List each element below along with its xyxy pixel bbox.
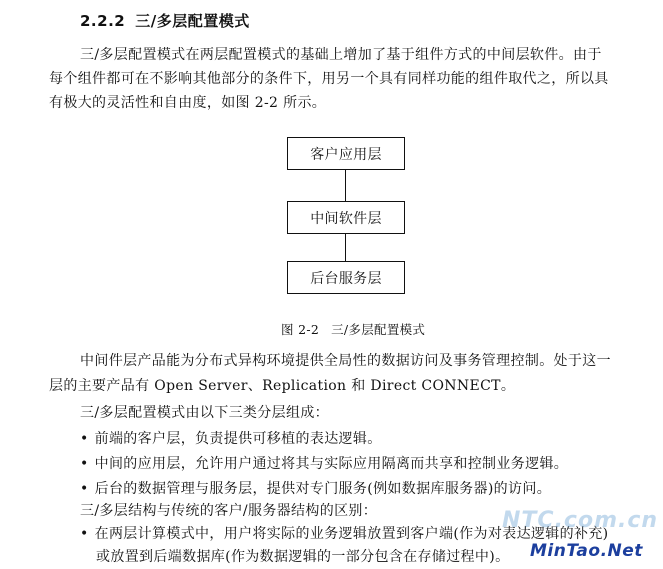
watermark-lower: MinTao.Net [530, 541, 643, 561]
connector-line [345, 234, 346, 261]
paragraph1-line1: 三/多层配置模式在两层配置模式的基础上增加了基于组件方式的中间层软件。由于 [80, 47, 602, 63]
list-item-text: 前端的客户层，负责提供可移植的表达逻辑。 [94, 431, 382, 447]
bullet-icon: • [80, 456, 89, 472]
figure-caption [281, 320, 425, 338]
caption-number: 图 2-2 [281, 322, 320, 337]
list-item-text: 后台的数据管理与服务层，提供对专门服务(例如数据库服务器)的访问。 [94, 481, 552, 497]
paragraph1-line2: 每个组件都可在不影响其他部分的条件下，用另一个具有同样功能的组件取代之，所以具 [49, 71, 609, 87]
watermark-upper: NTC.com.cn [502, 508, 659, 533]
list-item [80, 453, 663, 473]
caption-title: 三/多层配置模式 [331, 322, 426, 337]
list-item-text: 中间的应用层，允许用户通过将其与实际应用隔离而共享和控制业务逻辑。 [94, 456, 569, 472]
paragraph2-line1: 中间件层产品能为分布式异构环境提供全局性的数据访问及事务管理控制。处于这一 [80, 353, 611, 369]
list-item-continuation: 或放置到后端数据库(作为数据逻辑的一部分包含在存储过程中)。 [96, 549, 510, 565]
backend-layer-box: 后台服务层 [287, 261, 405, 294]
section-number: 2.2.2 [80, 12, 126, 30]
intro-layers: 三/多层配置模式由以下三类分层组成： [80, 405, 330, 421]
bullet-icon: • [80, 431, 89, 447]
list-item [80, 478, 663, 498]
list-item [80, 428, 663, 448]
middleware-layer-box: 中间软件层 [287, 201, 405, 234]
section-title: 三/多层配置模式 [135, 12, 250, 30]
paragraph2-line2: 层的主要产品有 Open Server、Replication 和 Direct CONNECT。 [49, 378, 516, 394]
connector-line [345, 170, 346, 201]
intro-difference: 三/多层结构与传统的客户/服务器结构的区别： [80, 503, 378, 519]
client-layer-box: 客户应用层 [287, 137, 405, 170]
bullet-icon: • [80, 526, 89, 542]
bullet-icon: • [80, 481, 89, 497]
list-item-text: 在两层计算模式中，用户将实际的业务逻辑放置到客户端(作为对表达逻辑的补充) [94, 526, 609, 542]
paragraph1-line3: 有极大的灵活性和自由度，如图 2-2 所示。 [49, 95, 327, 111]
section-heading [80, 10, 250, 31]
